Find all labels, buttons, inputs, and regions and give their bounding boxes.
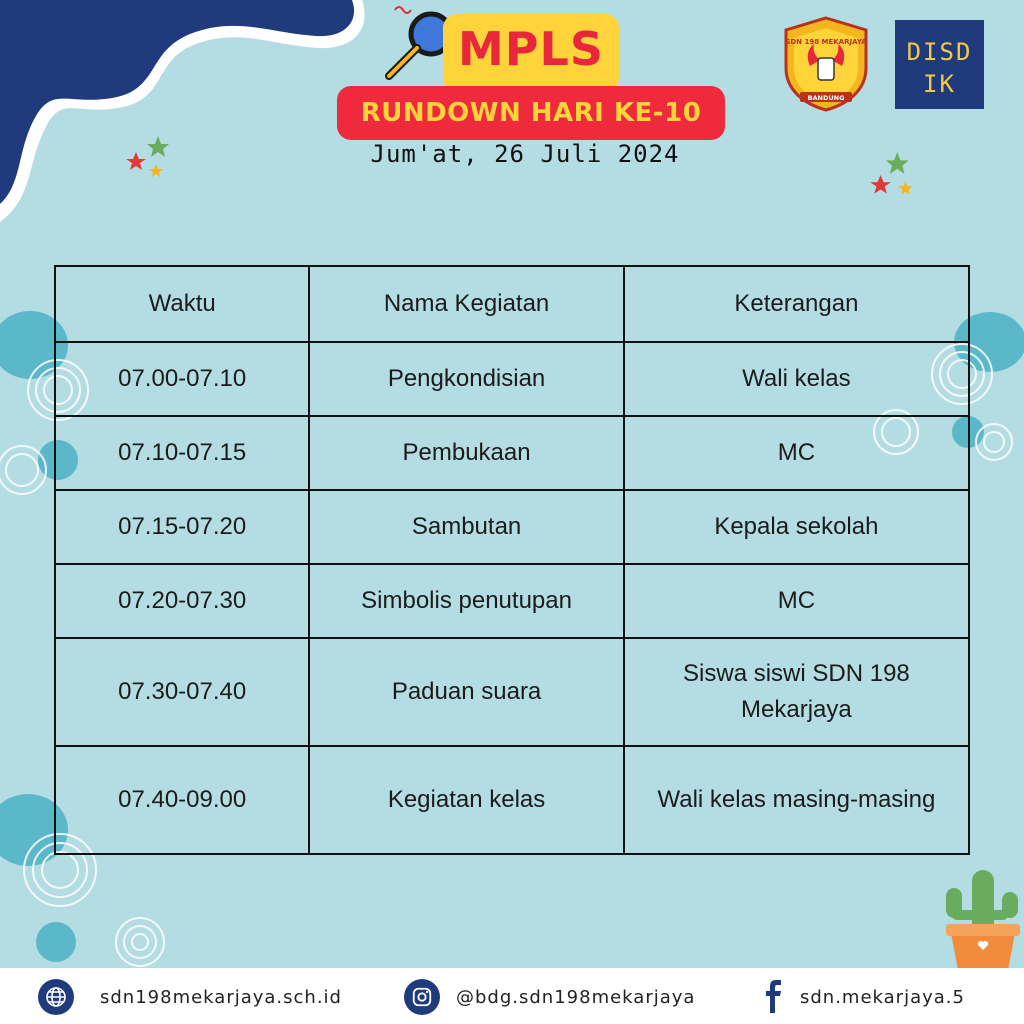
cell-note: Siswa siswi SDN 198 Mekarjaya <box>624 638 969 746</box>
cell-activity: Pembukaan <box>309 416 623 490</box>
school-logo-city: BANDUNG <box>807 94 845 102</box>
cell-activity: Sambutan <box>309 490 623 564</box>
cell-activity: Simbolis penutupan <box>309 564 623 638</box>
page-subtitle: RUNDOWN HARI KE-10 <box>360 98 702 128</box>
footer-facebook[interactable] <box>762 979 965 1015</box>
website-link[interactable]: sdn198mekarjaya.sch.id <box>100 986 342 1008</box>
page-title: MPLS <box>458 22 604 76</box>
footer-bar <box>0 968 1024 1024</box>
footer-instagram[interactable] <box>404 979 695 1015</box>
stars-decoration-left <box>122 132 172 182</box>
disdik-logo-top: DISD <box>906 38 973 66</box>
facebook-icon <box>762 979 786 1015</box>
school-logo <box>778 16 874 112</box>
column-header-waktu: Waktu <box>55 266 309 342</box>
cell-activity: Pengkondisian <box>309 342 623 416</box>
cell-time: 07.15-07.20 <box>55 490 309 564</box>
disdik-logo-bottom: IK <box>923 70 956 98</box>
globe-icon <box>38 979 74 1015</box>
table-row <box>55 490 969 564</box>
instagram-icon <box>404 979 440 1015</box>
table-header-row <box>55 266 969 342</box>
cell-time: 07.30-07.40 <box>55 638 309 746</box>
cell-time: 07.40-09.00 <box>55 746 309 854</box>
table-row <box>55 638 969 746</box>
cell-note: Wali kelas masing-masing <box>624 746 969 854</box>
event-date: Jum'at, 26 Juli 2024 <box>370 140 680 168</box>
cell-note: Kepala sekolah <box>624 490 969 564</box>
column-header-nama-kegiatan: Nama Kegiatan <box>309 266 623 342</box>
cell-time: 07.20-07.30 <box>55 564 309 638</box>
schedule-table <box>54 265 970 855</box>
header-title-block <box>335 8 730 136</box>
cell-activity: Paduan suara <box>309 638 623 746</box>
table-row <box>55 416 969 490</box>
stars-decoration-right <box>866 150 918 202</box>
facebook-handle[interactable]: sdn.mekarjaya.5 <box>800 986 965 1008</box>
column-header-keterangan: Keterangan <box>624 266 969 342</box>
corner-blob-decoration <box>0 0 380 230</box>
table-row <box>55 746 969 854</box>
disdik-logo <box>895 20 984 109</box>
cell-note: MC <box>624 416 969 490</box>
cell-time: 07.10-07.15 <box>55 416 309 490</box>
cactus-plant-decoration <box>938 862 1024 972</box>
table-row <box>55 342 969 416</box>
cell-activity: Kegiatan kelas <box>309 746 623 854</box>
cell-time: 07.00-07.10 <box>55 342 309 416</box>
table-row <box>55 564 969 638</box>
school-logo-text: SDN 198 MEKARJAYA <box>785 38 867 46</box>
footer-website[interactable] <box>38 979 342 1015</box>
instagram-handle[interactable]: @bdg.sdn198mekarjaya <box>456 986 696 1008</box>
cell-note: Wali kelas <box>624 342 969 416</box>
cell-note: MC <box>624 564 969 638</box>
